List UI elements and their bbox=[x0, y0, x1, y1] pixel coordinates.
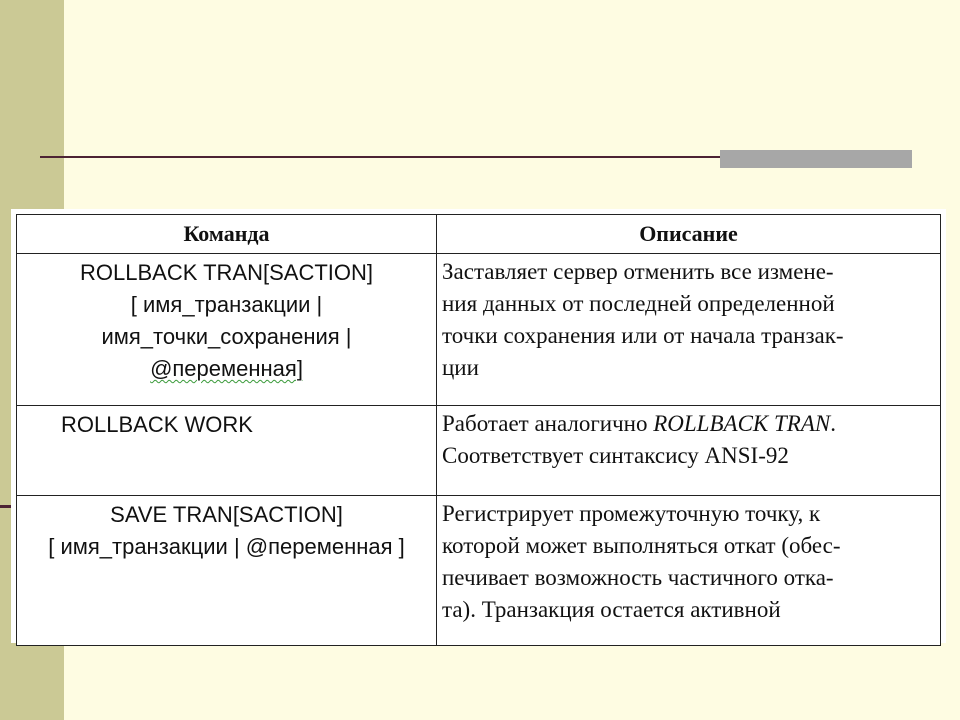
table-row bbox=[17, 406, 941, 496]
description-cell bbox=[437, 254, 941, 406]
description-line: Заставляет сервер отменить все измене- bbox=[442, 259, 834, 284]
table-row bbox=[17, 496, 941, 646]
command-line: [ имя_транзакции | bbox=[130, 292, 323, 317]
command-line: ROLLBACK TRAN[SACTION] bbox=[80, 260, 373, 285]
description-cell bbox=[437, 496, 941, 646]
command-line: [ имя_транзакции | @переменная ] bbox=[48, 534, 405, 559]
spellcheck-word: @переменная] bbox=[150, 356, 303, 381]
title-divider-accent bbox=[720, 150, 912, 168]
command-line: ROLLBACK WORK bbox=[61, 412, 253, 437]
table-row bbox=[17, 254, 941, 406]
commands-table bbox=[16, 214, 941, 646]
command-cell bbox=[17, 254, 437, 406]
description-line: ции bbox=[442, 355, 479, 380]
command-line: SAVE TRAN[SACTION] bbox=[110, 502, 343, 527]
command-line bbox=[22, 353, 431, 385]
description-line: печивает возможность частичного отка- bbox=[442, 565, 834, 590]
command-cell bbox=[17, 406, 437, 496]
description-line: Регистрирует промежуточную точку, к bbox=[442, 501, 821, 526]
description-text: Работает аналогично bbox=[442, 411, 654, 436]
description-line: точки сохранения или от начала транзак- bbox=[442, 323, 844, 348]
description-line bbox=[442, 408, 935, 440]
command-cell bbox=[17, 496, 437, 646]
header-command: Команда bbox=[17, 215, 437, 254]
description-text: . bbox=[830, 411, 836, 436]
description-line: та). Транзакция остается активной bbox=[442, 597, 781, 622]
header-description: Описание bbox=[437, 215, 941, 254]
table-header-row bbox=[17, 215, 941, 254]
description-line: которой может выполняться откат (обес- bbox=[442, 533, 841, 558]
description-line: Соответствует синтаксису ANSI-92 bbox=[442, 443, 789, 468]
description-cell bbox=[437, 406, 941, 496]
description-line: ния данных от последней определенной bbox=[442, 291, 835, 316]
command-reference: ROLLBACK TRAN bbox=[653, 411, 831, 436]
command-line: имя_точки_сохранения | bbox=[101, 324, 352, 349]
